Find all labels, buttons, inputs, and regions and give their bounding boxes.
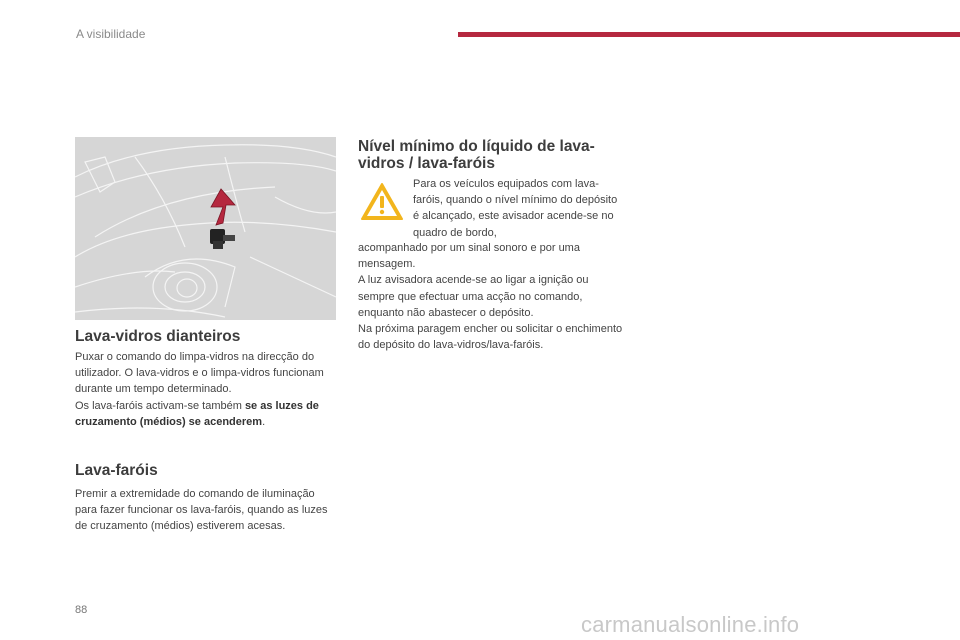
note-bold-text: se as luzes de cruzamento (médios) se acenderem — [75, 399, 319, 428]
note-text: Os lava-faróis activam-se também — [75, 399, 245, 412]
min-level-continued: acompanhado por um sinal sonoro e por uma mensagem. — [358, 242, 580, 271]
headlamp-wash-text: Premir a extremidade do comando de iluminação para fazer funcionar os lava-faróis, quando as luzes de cruzamento (médios) estiverem acesas. — [75, 488, 328, 533]
front-washers-note — [75, 398, 337, 430]
washer-nozzle-illustration — [75, 137, 336, 320]
heading-headlamp-wash: Lava-faróis — [75, 462, 158, 479]
page-number: 88 — [75, 604, 88, 616]
note-end: . — [262, 415, 266, 428]
min-level-p2: A luz avisadora acende-se ao ligar a ignição ou sempre que efectuar uma acção no comando, enquanto não abastecer o depósito. — [358, 274, 589, 319]
section-title: A visibilidade — [76, 27, 146, 41]
header-accent-bar — [458, 32, 960, 37]
warning-triangle-icon — [360, 182, 404, 222]
front-washers-paragraph: Puxar o comando do limpa-vidros na direcção do utilizador. O lava-vidros e o limpa-vidros funcionam durante um tempo determinado. — [75, 351, 324, 396]
watermark: carmanualsonline.info — [581, 612, 800, 637]
min-level-intro: Para os veículos equipados com lava-faróis, quando o nível mínimo do depósito é alcançado, este avisador acende-se no quadro de bordo, — [413, 178, 618, 239]
front-washers-text — [75, 349, 337, 430]
min-level-body — [358, 240, 626, 353]
heading-min-level: Nível mínimo do líquido de lava-vidros / lava-faróis — [358, 138, 595, 172]
min-level-p3: Na próxima paragem encher ou solicitar o enchimento do depósito do lava-vidros/lava-faróis. — [358, 323, 623, 352]
heading-front-washers: Lava-vidros dianteiros — [75, 328, 241, 345]
